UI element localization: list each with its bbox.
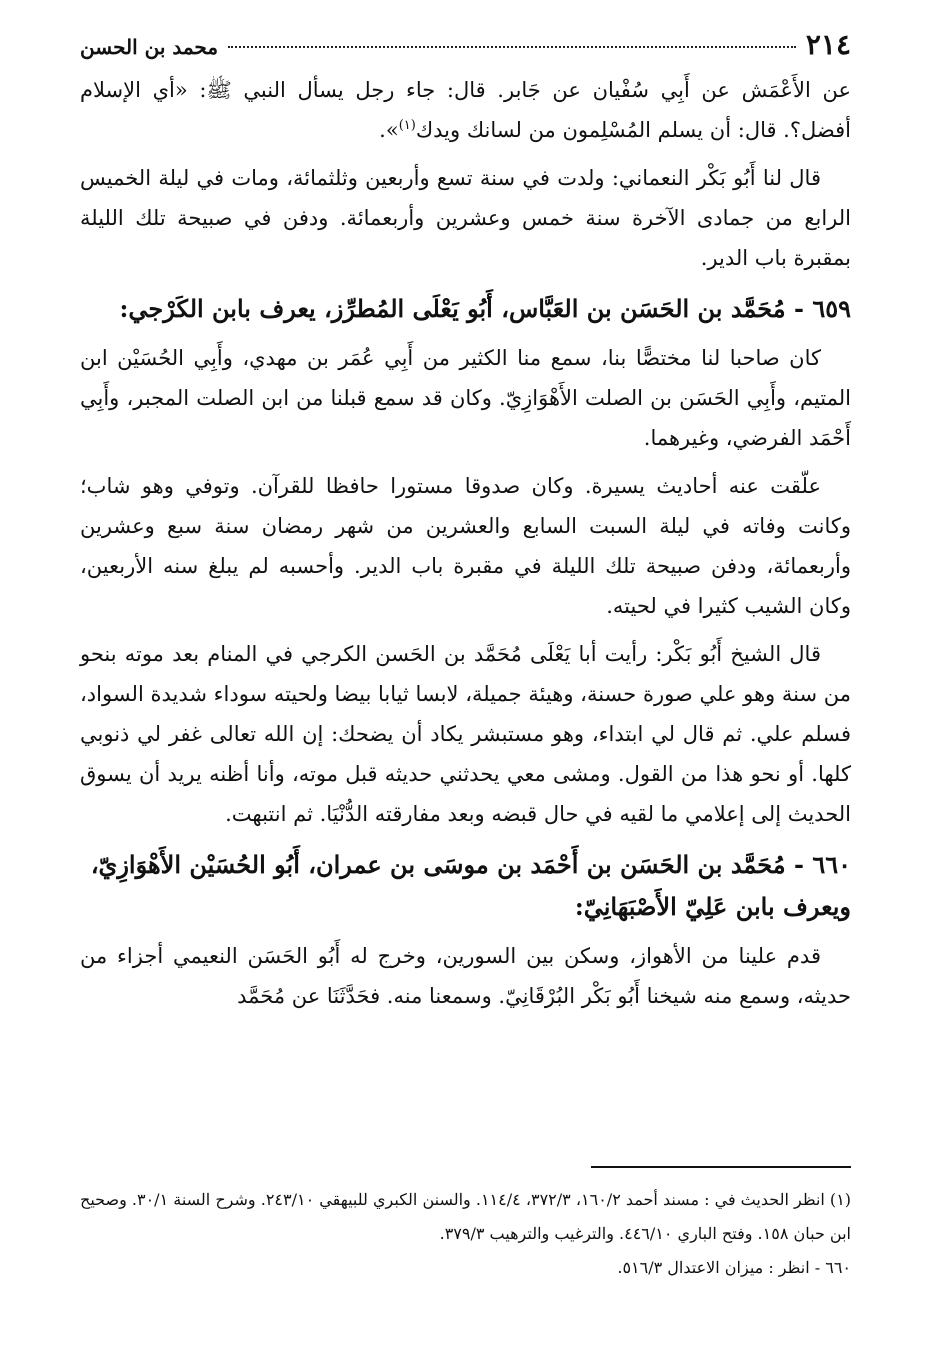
footnote-660: ٦٦٠ - انظر : ميزان الاعتدال ٥١٦/٣. (617, 1258, 851, 1277)
paragraph-hadith-text: عن الأَعْمَش عن أَبِي سُفْيان عن جَابر. قال: جاء رجل يسأل النبي ﷺ: «أي الإسلام أفضل؟. قال: أن يسلم المُسْلِمون من لسانك ويدك (80, 78, 851, 142)
entry-659-title: ٦٥٩ - مُحَمَّد بن الحَسَن بن العَبَّاس، أَبُو يَعْلَى المُطرِّز، يعرف بابن الكَرْجي: (119, 294, 851, 323)
page-header (80, 28, 851, 68)
book-page (80, 28, 851, 1339)
paragraph-entry-659-dream: قال الشيخ أَبُو بَكْر: رأيت أبا يَعْلَى مُحَمَّد بن الحَسن الكرجي في المنام بعد موته بنحو من سنة وهو علي صورة حسنة، وهيئة جميلة، لابسا ثيابا بيضا ولحيته سوداء شديدة السواد، فسلم علي. ثم قال لي ابتداء، وهو مستبشر يكاد أن يضحك: إن الله تعالى غفر لي ذنوبي كلها. أو نحو هذا من القول. ومشى معي يحدثني حديثه قبل موته، وأنا أظنه يريد أن يسوق الحديث إلى إعلامي ما لقيه في حال قبضه وبعد مفارقته الدُّنْيَا. ثم انتبهت. (80, 642, 851, 826)
paragraph-entry-659-death: علّقت عنه أحاديث يسيرة. وكان صدوقا مستورا حافظا للقرآن. وتوفي وهو شاب؛ وكانت وفاته في ليلة السبت السابع والعشرين من شهر رمضان سنة سبع وعشرين وأربعمائة، ودفن صبيحة تلك الليلة في مقبرة باب الدير. وأحسبه لم يبلغ سنه الأربعين، وكان الشيب كثيرا في لحيته. (80, 474, 851, 618)
entry-660-title: ٦٦٠ - مُحَمَّد بن الحَسَن بن أَحْمَد بن موسَى بن عمران، أَبُو الحُسَيْن الأَهْوَازِيّ، ويعرف بابن عَلِيّ الأَصْبَهَانِيّ: (90, 850, 851, 921)
running-title: محمد بن الحسن (80, 35, 219, 59)
paragraph-nomani: قال لنا أَبُو بَكْر النعماني: ولدت في سنة تسع وأربعين وثلثمائة، ومات في ليلة الخميس الرابع من جمادى الآخرة سنة خمس وعشرين وأربعمائة. ودفن في صبيحة تلك الليلة بمقبرة باب الدير. (80, 166, 851, 270)
footnotes (80, 1183, 851, 1285)
footnote-ref-1: (١) (398, 118, 416, 133)
footnote-1: (١) انظر الحديث في : مسند أحمد ١٦٠/٢، ٣٧٢/٣، ١١٤/٤. والسنن الكبري للبيهقي ٢٤٣/١٠. وشرح السنة ٣٠/١. وصحيح ابن حبان ١٥٨. وفتح الباري ٤٤٦/١٠. والترغيب والترهيب ٣٧٩/٣. (80, 1190, 852, 1243)
paragraph-hadith-end: ». (379, 118, 399, 142)
header-dot-leader (228, 46, 796, 48)
paragraph-entry-660: قدم علينا من الأهواز، وسكن بين السورين، وخرج له أَبُو الحَسَن النعيمي أجزاء من حديثه، وسمع منه شيخنا أَبُو بَكْر البُرْقَانِيّ. وسمعنا منه. فحَدَّثَنَا عن مُحَمَّد (80, 944, 851, 1008)
paragraph-entry-659-teachers: كان صاحبا لنا مختصًّا بنا، سمع منا الكثير من أَبِي عُمَر بن مهدي، وأَبِي الحُسَيْن ابن المتيم، وأَبِي الحَسَن بن الصلت الأَهْوَازِيّ. وكان قد سمع قبلنا من ابن الصلت المجبر، وأَبِي أَحْمَد الفرضي، وغيرهما. (80, 346, 851, 450)
page-number: ٢١٤ (805, 28, 851, 61)
paragraph-hadith (80, 70, 851, 150)
footnote-separator (591, 1166, 851, 1168)
